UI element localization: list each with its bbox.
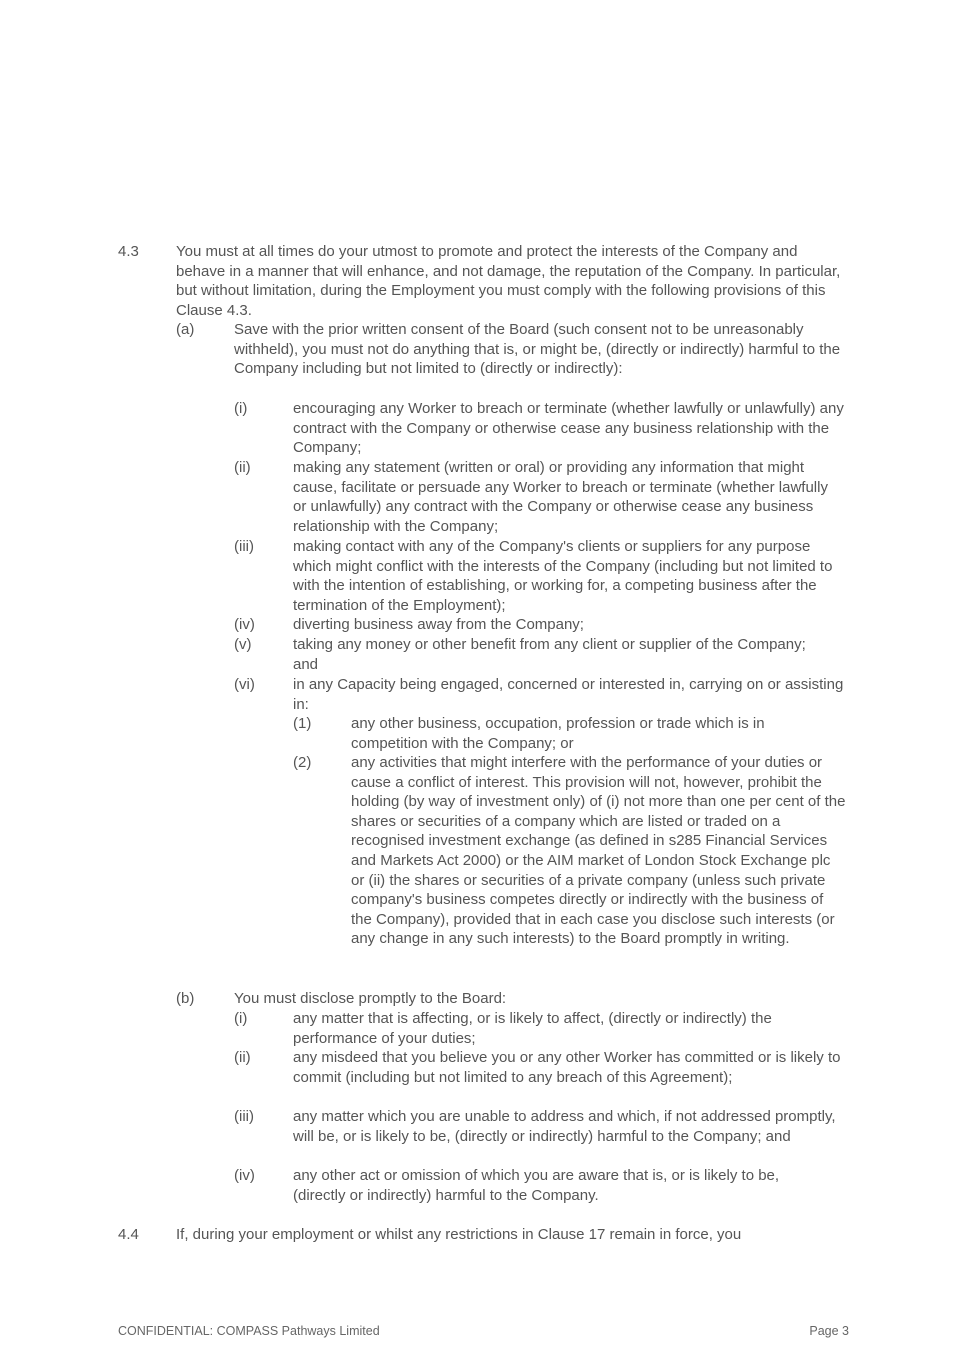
- item-text-a-i: encouraging any Worker to breach or terminate (whether lawfully or unlawfully) any contract with the Company or otherwise cease any business relationship with the Company;: [293, 400, 844, 457]
- item-text-a-vi: in any Capacity being engaged, concerned or interested in, carrying on or assisting in:: [293, 676, 844, 713]
- subclause-text-b: You must disclose promptly to the Board:: [234, 990, 507, 1007]
- item-number-b-ii: (ii): [234, 1049, 251, 1066]
- clause-number-4-4: 4.4: [118, 1226, 139, 1243]
- item-text-b-iii: any matter which you are unable to address and which, if not addressed promptly, will be, or is likely to be, (directly or indirectly) harmful to the Company; and: [293, 1108, 836, 1145]
- clause-number-4-3: 4.3: [118, 243, 139, 260]
- item-text-a-iii: making contact with any of the Company's clients or suppliers for any purpose which might conflict with the interests of the Company (including but not limited to with the intention of establishing, or working for, a competing business after the termination of the Employment);: [293, 538, 833, 614]
- subclause-number-b: (b): [176, 990, 195, 1007]
- item-text-a-iv: diverting business away from the Company;: [293, 616, 584, 633]
- item-number-b-iii: (iii): [234, 1108, 254, 1125]
- footer-confidential: CONFIDENTIAL: COMPASS Pathways Limited: [118, 1324, 380, 1338]
- item-number-a-iv: (iv): [234, 616, 255, 633]
- item-number-a-v: (v): [234, 636, 252, 653]
- subitem-number-vi-2: (2): [293, 754, 312, 771]
- item-text-b-iv: any other act or omission of which you are aware that is, or is likely to be,(directly or indirectly) harmful to the Company.: [293, 1167, 780, 1204]
- footer-page-number: Page 3: [809, 1324, 849, 1338]
- item-number-a-vi: (vi): [234, 676, 255, 693]
- subitem-text-vi-2: any activities that might interfere with the performance of your duties or cause a conflict of interest. This provision will not, however, prohibit the holding (by way of investment only) of (i) not more than one per cent of the shares or securities of a company which are listed or traded on a recognised investment exchange (as defined in s285 Financial Services and Markets Act 2000) or the AIM market of London Stock Exchange plc or (ii) the shares or securities of a private company (unless such private company's business competes directly or indirectly with the business of the Company), provided that in each case you disclose such interests (or any change in any such interests) to the Board promptly in writing.: [351, 754, 846, 948]
- item-text-b-ii: any misdeed that you believe you or any other Worker has committed or is likely to commit (including but not limited to any breach of this Agreement);: [293, 1049, 841, 1086]
- item-text-a-ii: making any statement (written or oral) or providing any information that might cause, facilitate or persuade any Worker to breach or terminate (whether lawfully or unlawfully) any contract with the Company or otherwise cease any business relationship with the Company;: [293, 459, 828, 535]
- subitem-number-vi-1: (1): [293, 715, 312, 732]
- item-number-b-i: (i): [234, 1010, 248, 1027]
- subclause-text-a: Save with the prior written consent of the Board (such consent not to be unreasonably withheld), you must not do anything that is, or might be, (directly or indirectly) harmful to the Company including but not limited to (directly or indirectly):: [234, 321, 841, 378]
- item-number-b-iv: (iv): [234, 1167, 255, 1184]
- item-text-a-v: taking any money or other benefit from any client or supplier of the Company; and: [293, 636, 806, 673]
- item-number-a-i: (i): [234, 400, 248, 417]
- clause-text-4-3: You must at all times do your utmost to promote and protect the interests of the Company and behave in a manner that will enhance, and not damage, the reputation of the Company. In particular, but without limitation, during the Employment you must comply with the following provisions of this Clause 4.3.: [176, 243, 841, 319]
- subclause-number-a: (a): [176, 321, 195, 338]
- clause-text-4-4: If, during your employment or whilst any restrictions in Clause 17 remain in force, you: [176, 1226, 742, 1243]
- item-number-a-iii: (iii): [234, 538, 254, 555]
- item-text-b-i: any matter that is affecting, or is likely to affect, (directly or indirectly) the performance of your duties;: [293, 1010, 772, 1047]
- item-number-a-ii: (ii): [234, 459, 251, 476]
- subitem-text-vi-1: any other business, occupation, profession or trade which is in competition with the Company; or: [351, 715, 765, 752]
